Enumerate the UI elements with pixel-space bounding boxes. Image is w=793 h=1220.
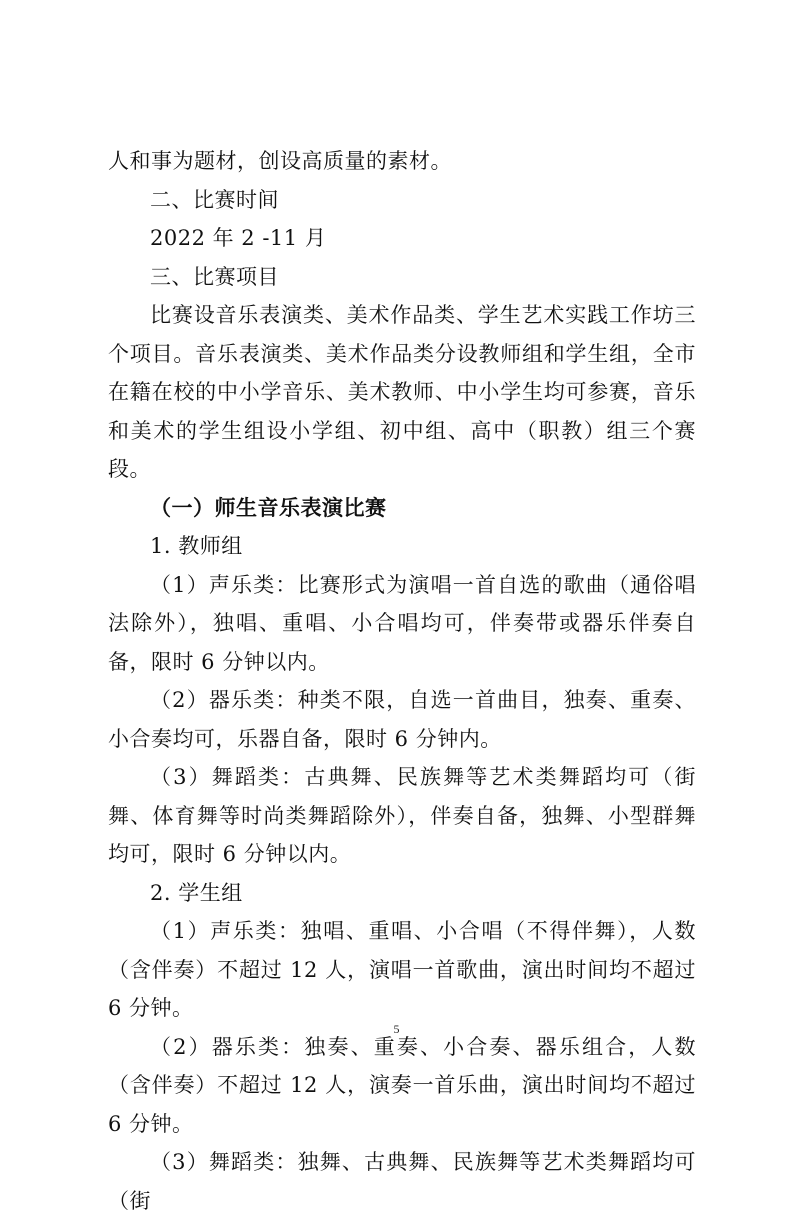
student-instrumental-item: （2）器乐类：独奏、重奏、小合奏、器乐组合，人数（含伴奏）不超过 12 人，演奏一首乐曲，演出时间均不超过 6 分钟。	[108, 1034, 696, 1136]
document-body	[108, 142, 696, 1220]
paragraph-items-description: 比赛设音乐表演类、美术作品类、学生艺术实践工作坊三个项目。音乐表演类、美术作品类分设教师组和学生组，全市在籍在校的中小学音乐、美术教师、中小学生均可参赛，音乐和美术的学生组设小学组、初中组、高中（职教）组三个赛段。	[108, 303, 696, 481]
group-heading-student: 2. 学生组	[150, 880, 243, 905]
student-dance-item: （3）舞蹈类：独舞、古典舞、民族舞等艺术类舞蹈均可（街	[108, 1150, 696, 1213]
student-vocal-item: （1）声乐类：独唱、重唱、小合唱（不得伴舞），人数（含伴奏）不超过 12 人，演唱一首歌曲，演出时间均不超过 6 分钟。	[108, 919, 696, 1020]
page-number: 5	[393, 1022, 400, 1036]
teacher-vocal-item: （1）声乐类：比赛形式为演唱一首自选的歌曲（通俗唱法除外），独唱、重唱、小合唱均可，伴奏带或器乐伴奏自备，限时 6 分钟以内。	[108, 572, 696, 674]
teacher-instrumental-item: （2）器乐类：种类不限，自选一首曲目，独奏、重奏、小合奏均可，乐器自备，限时 6 分钟内。	[108, 688, 696, 751]
section-heading-time: 二、比赛时间	[150, 187, 279, 212]
competition-date: 2022 年 2 -11 月	[150, 226, 327, 250]
group-heading-teacher: 1. 教师组	[150, 534, 243, 558]
teacher-dance-item: （3）舞蹈类：古典舞、民族舞等艺术类舞蹈均可（街舞、体育舞等时尚类舞蹈除外），伴奏自备，独舞、小型群舞均可，限时 6 分钟以内。	[108, 765, 696, 866]
subsection-heading-music: （一）师生音乐表演比赛	[150, 495, 387, 520]
section-heading-items: 三、比赛项目	[150, 264, 279, 289]
paragraph-continuation: 人和事为题材，创设高质量的素材。	[108, 149, 452, 173]
